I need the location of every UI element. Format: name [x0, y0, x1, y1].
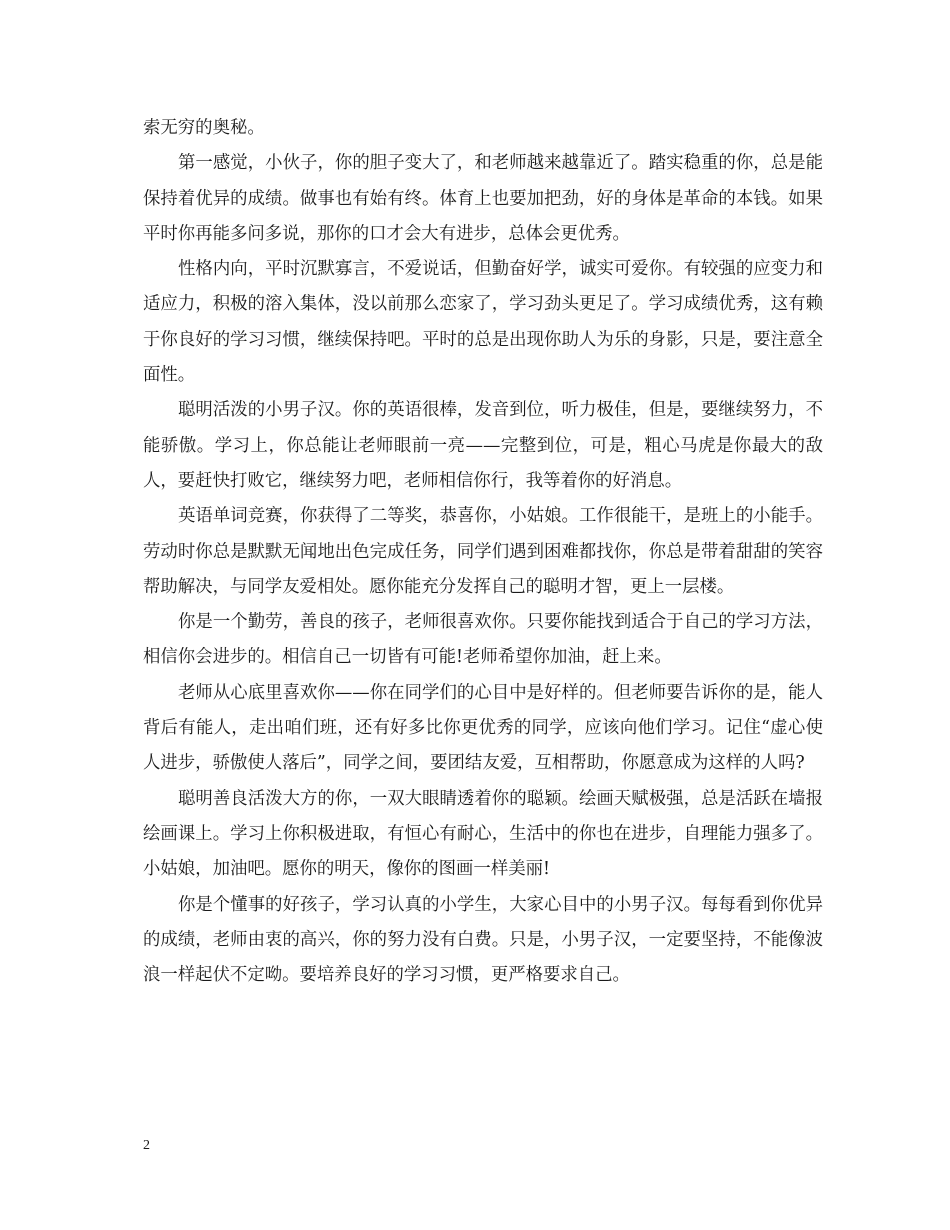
paragraph: 性格内向，平时沉默寡言，不爱说话，但勤奋好学，诚实可爱你。有较强的应变力和适应力，积极的溶入集体，没以前那么恋家了，学习劲头更足了。学习成绩优秀，这有赖于你良好的学习习惯，继续保持吧。平时的总是出现你助人为乐的身影，只是，要注意全面性。	[143, 259, 823, 386]
paragraph: 聪明活泼的小男子汉。你的英语很棒，发音到位，听力极佳，但是，要继续努力，不能骄傲。学习上，你总能让老师眼前一亮——完整到位，可是，粗心马虎是你最大的敌人，要赶快打败它，继续努力吧，老师相信你行，我等着你的好消息。	[143, 400, 823, 491]
page-number: 2	[143, 1138, 150, 1153]
paragraph: 英语单词竞赛，你获得了二等奖，恭喜你，小姑娘。工作很能干，是班上的小能手。劳动时你总是默默无闻地出色完成任务，同学们遇到困难都找你，你总是带着甜甜的笑容帮助解决，与同学友爱相处。愿你能充分发挥自己的聪明才智，更上一层楼。	[143, 506, 823, 597]
paragraph: 你是一个勤劳，善良的孩子，老师很喜欢你。只要你能找到适合于自己的学习方法，相信你会进步的。相信自己一切皆有可能!老师希望你加油，赶上来。	[143, 612, 823, 668]
document-body	[143, 111, 823, 993]
paragraph: 你是个懂事的好孩子，学习认真的小学生，大家心目中的小男子汉。每每看到你优异的成绩，老师由衷的高兴，你的努力没有白费。只是，小男子汉，一定要坚持，不能像波浪一样起伏不定呦。要培养良好的学习习惯，更严格要求自己。	[143, 894, 823, 986]
paragraph: 第一感觉，小伙子，你的胆子变大了，和老师越来越靠近了。踏实稳重的你，总是能保持着优异的成绩。做事也有始有终。体育上也要加把劲，好的身体是革命的本钱。如果平时你再能多问多说，那你的口才会大有进步，总体会更优秀。	[143, 153, 823, 244]
paragraph: 老师从心底里喜欢你——你在同学们的心目中是好样的。但老师要告诉你的是，能人背后有能人，走出咱们班，还有好多比你更优秀的同学，应该向他们学习。记住“虚心使人进步，骄傲使人落后”，同学之间，要团结友爱，互相帮助，你愿意成为这样的人吗?	[143, 682, 823, 774]
paragraph: 聪明善良活泼大方的你，一双大眼睛透着你的聪颖。绘画天赋极强，总是活跃在墙报绘画课上。学习上你积极进取，有恒心有耐心，生活中的你也在进步，自理能力强多了。小姑娘，加油吧。愿你的明天，像你的图画一样美丽!	[143, 788, 823, 880]
paragraph-continuation: 索无穷的奥秘。	[143, 118, 265, 138]
